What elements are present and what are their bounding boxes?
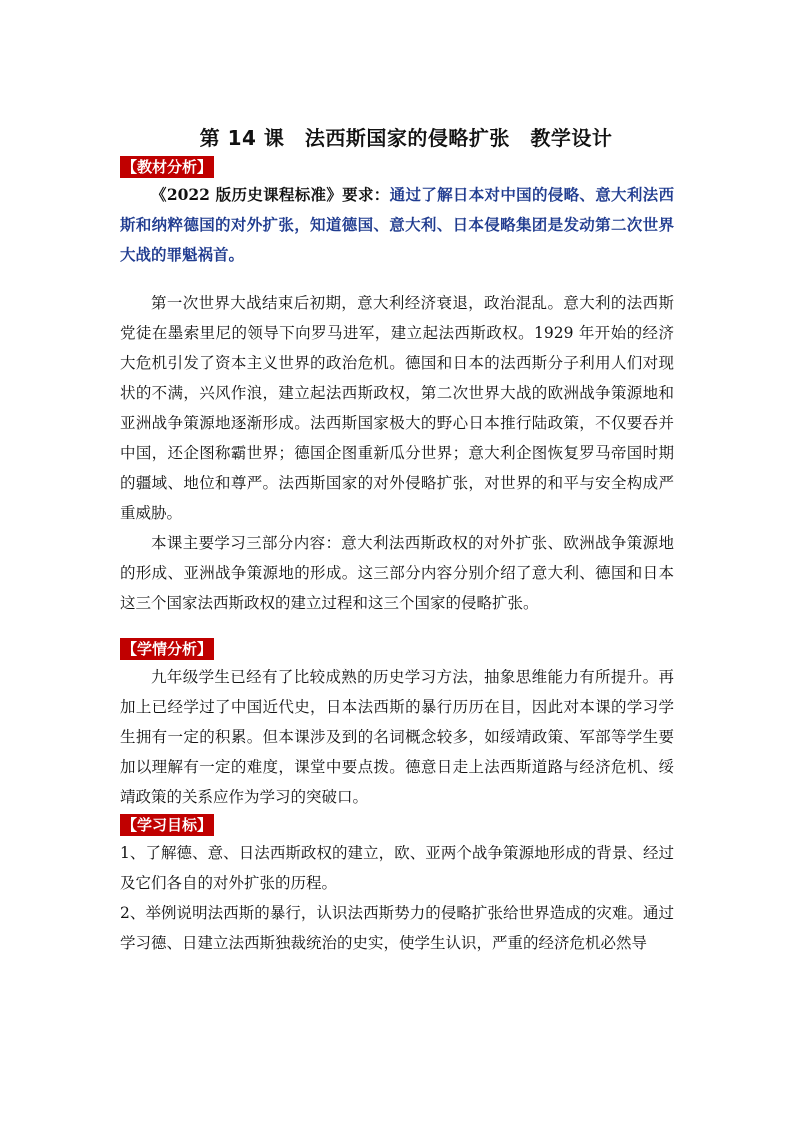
textbook-analysis-header [120,156,674,178]
learning-objectives-label: 【学习目标】 [122,816,213,834]
spacer [120,270,674,288]
document-page [120,122,674,958]
student-analysis-header [120,638,674,660]
textbook-analysis-paragraph-1: 第一次世界大战结束后初期，意大利经济衰退，政治混乱。意大利的法西斯党徒在墨索里尼的领导下向罗马进军，建立起法西斯政权。1929 年开始的经济大危机引发了资本主义世界的政治危机。德国和日本的法西斯分子利用人们对现状的不满，兴风作浪，建立起法西斯政权，第二次世界大战的欧洲战争策源地和亚洲战争策源地逐渐形成。法西斯国家极大的野心日本推行陆政策，不仅要吞并中国，还企图称霸世界；德国企图重新瓜分世界；意大利企图恢复罗马帝国时期的疆域、地位和尊严。法西斯国家的对外侵略扩张，对世界的和平与安全构成严重威胁。 [120,294,674,522]
student-analysis-label: 【学情分析】 [122,640,213,658]
learning-objective-2: 2、举例说明法西斯的暴行，认识法西斯势力的侵略扩张给世界造成的灾难。通过学习德、日建立法西斯独裁统治的史实，使学生认识，严重的经济危机必然导 [120,904,674,952]
curriculum-standard-paragraph [120,180,674,270]
learning-objective-1: 1、了解德、意、日法西斯政权的建立，欧、亚两个战争策源地形成的背景、经过及它们各自的对外扩张的历程。 [120,844,674,892]
textbook-analysis-label: 【教材分析】 [122,158,213,176]
curriculum-standard-text: 通过了解日本对中国的侵略、意大利法西斯和纳粹德国的对外扩张，知道德国、意大利、日本侵略集团是发动第二次世界大战的罪魁祸首。 [120,185,674,264]
curriculum-standard-lead: 《2022 版历史课程标准》要求： [151,185,390,204]
spacer [120,618,674,636]
learning-objectives-header [120,814,674,836]
student-analysis-paragraph: 九年级学生已经有了比较成熟的历史学习方法，抽象思维能力有所提升。再加上已经学过了中国近代史，日本法西斯的暴行历历在目，因此对本课的学习学生拥有一定的积累。但本课涉及到的名词概念较多，如绥靖政策、军部等学生要加以理解有一定的难度，课堂中要点拨。德意日走上法西斯道路与经济危机、绥靖政策的关系应作为学习的突破口。 [120,668,674,806]
document-title: 第 14 课 法西斯国家的侵略扩张 教学设计 [199,126,613,150]
textbook-analysis-paragraph-2: 本课主要学习三部分内容：意大利法西斯政权的对外扩张、欧洲战争策源地的形成、亚洲战争策源地的形成。这三部分内容分别介绍了意大利、德国和日本这三个国家法西斯政权的建立过程和这三个国家的侵略扩张。 [120,534,674,612]
